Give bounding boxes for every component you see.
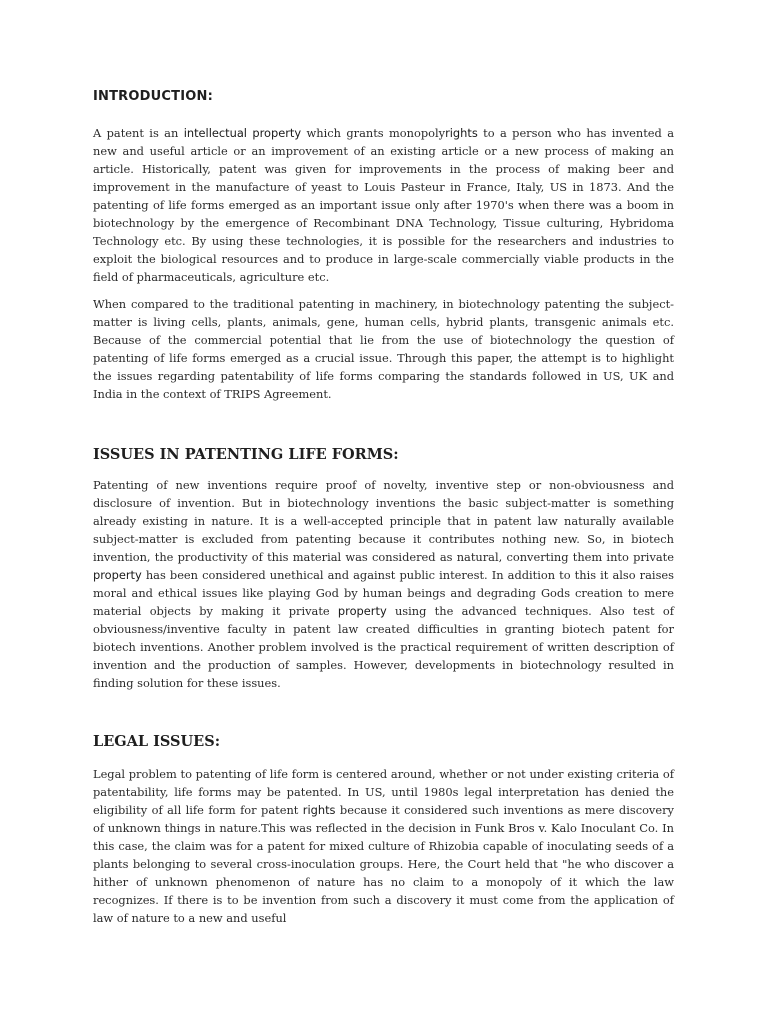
- introduction-paragraph-1: [93, 124, 674, 286]
- section-heading-introduction: INTRODUCTION:: [93, 89, 213, 104]
- inline-link-rights[interactable]: rights: [445, 126, 478, 140]
- text-run: Patenting of new inventions require proof of novelty, inventive step or non-obviousness and disclosure of invention. But in biotechnology inventions the basic subject-matter is something already existing in nature. It is a well-accepted principle that in patent law naturally available subject-matter is excluded from patenting because it contributes nothing new. So, in biotech invention, the productivity of this material was considered as natural, converting them into private: [93, 478, 674, 564]
- text-run: Legal problem to patenting of life form is centered around, whether or not under existing criteria of patentability, life forms may be patented. In US, until 1980s legal interpretation has denied the eligibility of all life form for patent: [93, 767, 674, 817]
- inline-link-property[interactable]: property: [337, 604, 387, 618]
- text-run: to a person who has invented a new and useful article or an improvement of an existing article or a new process of making an article. Historically, patent was given for improvements in the process of making beer and improvement in the manufacture of yeast to Louis Pasteur in France, Italy, US in 1873. And the patenting of life forms emerged as an important issue only after 1970's when there was a boom in biotechnology by the emergence of Recombinant DNA Technology, Tissue culturing, Hybridoma Technology etc. By using these technologies, it is possible for the researchers and industries to exploit the biological resources and to produce in large-scale commercially viable products in the field of pharmaceuticals, agriculture etc.: [93, 126, 674, 284]
- issues-paragraph: [93, 476, 674, 692]
- inline-link-intellectual-property[interactable]: intellectual property: [183, 126, 302, 140]
- text-run: using the advanced techniques. Also test of obviousness/inventive faculty in patent law created difficulties in granting biotech patent for biotech inventions. Another problem involved is the practical requirement of written description of invention and the production of samples. However, developments in biotechnology resulted in finding solution for these issues.: [93, 604, 674, 690]
- section-heading-issues: ISSUES IN PATENTING LIFE FORMS:: [93, 446, 399, 463]
- text-run: because it considered such inventions as mere discovery of unknown things in nature.This was reflected in the decision in Funk Bros v. Kalo Inoculant Co. In this case, the claim was for a patent for mixed culture of Rhizobia capable of inoculating seeds of a plants belonging to several cross-inoculation groups. Here, the Court held that "he who discover a hither of unknown phenomenon of nature has no claim to a monopoly of it which the law recognizes. If there is to be invention from such a discovery it must come from the application of law of nature to a new and useful: [93, 803, 674, 925]
- text-run: which grants monopoly: [301, 126, 446, 140]
- text-run: has been considered unethical and against public interest. In addition to this it also raises moral and ethical issues like playing God by human beings and degrading Gods creation to mere material objects by making it private: [93, 568, 674, 618]
- legal-issues-paragraph: [93, 765, 674, 927]
- inline-link-property[interactable]: property: [93, 568, 142, 582]
- introduction-paragraph-2: When compared to the traditional patenting in machinery, in biotechnology patenting the subject-matter is living cells, plants, animals, gene, human cells, hybrid plants, transgenic animals etc. Because of the commercial potential that lie from the use of biotechnology the question of patenting of life forms emerged as a crucial issue. Through this paper, the attempt is to highlight the issues regarding patentability of life forms comparing the standards followed in US, UK and India in the context of TRIPS Agreement.: [93, 297, 674, 401]
- text-run: A patent is an: [93, 126, 184, 140]
- section-heading-legal-issues: LEGAL ISSUES:: [93, 733, 221, 750]
- inline-link-rights[interactable]: rights: [302, 803, 336, 817]
